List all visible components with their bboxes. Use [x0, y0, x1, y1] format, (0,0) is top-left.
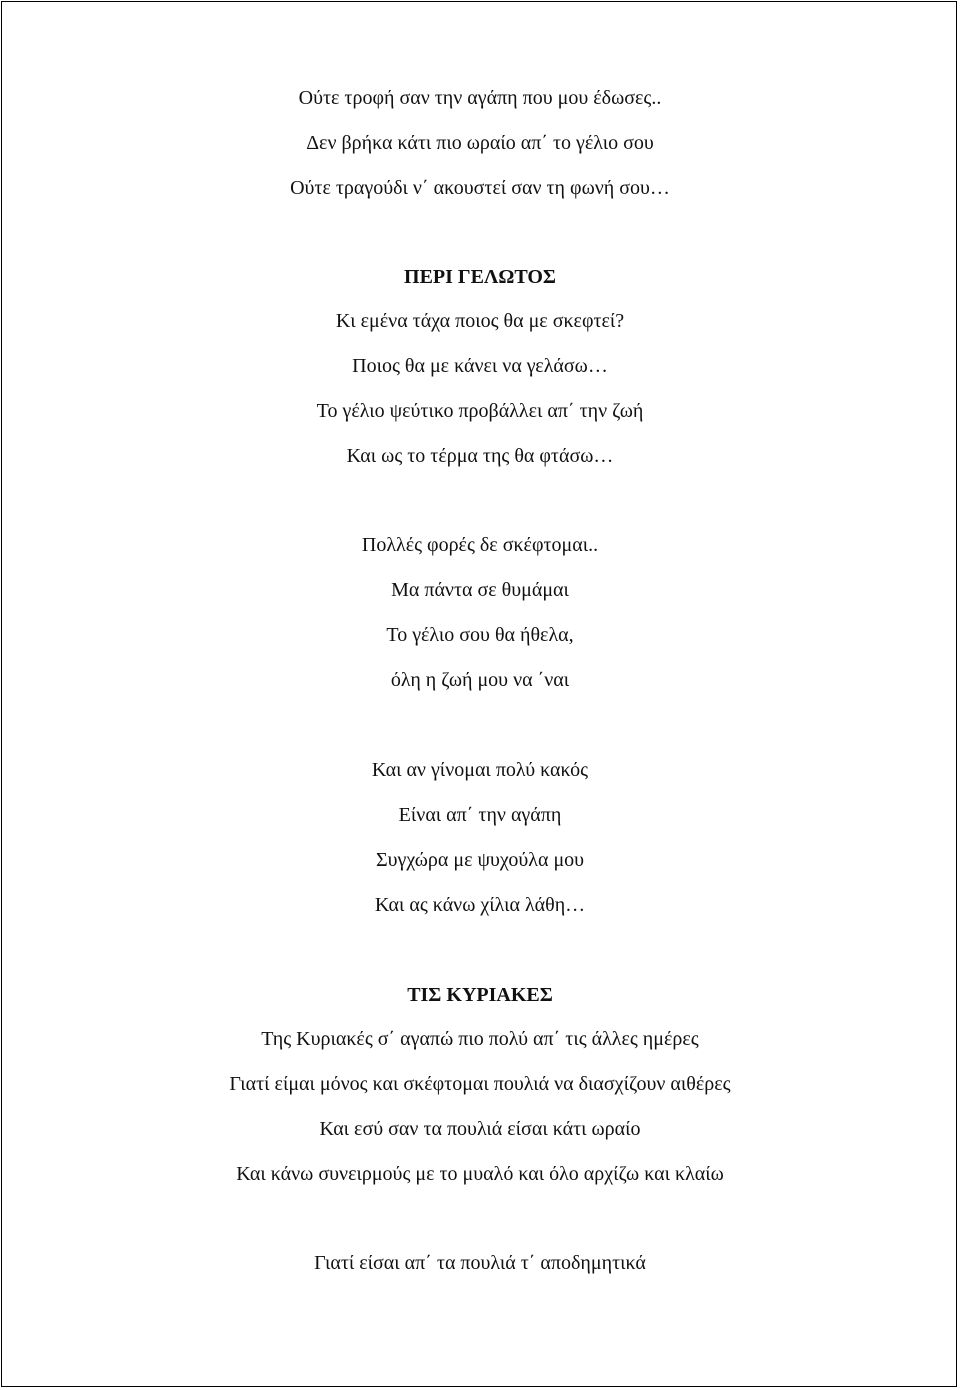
poem-line: Συγχώρα με ψυχούλα μου [375, 849, 585, 871]
poem-line: Μα πάντα σε θυμάμαι [391, 579, 569, 601]
poem-line: Της Κυριακές σ΄ αγαπώ πιο πολύ απ΄ τις άλλες ημέρες [261, 1028, 699, 1050]
poem-line: όλη η ζωή μου να ΄ναι [390, 669, 570, 691]
poem-line: Και κάνω συνειρμούς με το μυαλό και όλο αρχίζω και κλαίω [236, 1163, 724, 1185]
poem-title: ΠΕΡΙ ΓΕΛΩΤΟΣ [404, 266, 556, 288]
poem-line: Κι εμένα τάχα ποιος θα με σκεφτεί? [335, 310, 625, 332]
poem-line: Ποιος θα με κάνει να γελάσω… [352, 355, 608, 377]
poem-title: ΤΙΣ ΚΥΡΙΑΚΕΣ [407, 984, 553, 1006]
poem-line: Και ας κάνω χίλια λάθη… [374, 894, 586, 916]
poem-line: Ούτε τραγούδι ν΄ ακουστεί σαν τη φωνή σου… [290, 177, 670, 199]
poem-line: Γιατί είσαι απ΄ τα πουλιά τ΄ αποδημητικά [314, 1252, 646, 1274]
poem-line: Πολλές φορές δε σκέφτομαι.. [361, 534, 599, 556]
poem-line: Το γέλιο ψεύτικο προβάλλει απ΄ την ζωή [316, 400, 644, 422]
poem-line: Γιατί είμαι μόνος και σκέφτομαι πουλιά να διασχίζουν αιθέρες [229, 1073, 731, 1095]
poem-line: Και ως το τέρμα της θα φτάσω… [346, 445, 614, 467]
poem-line: Ούτε τροφή σαν την αγάπη που μου έδωσες.. [298, 87, 662, 109]
poem-line: Και αν γίνομαι πολύ κακός [371, 759, 589, 781]
poem-line: Δεν βρήκα κάτι πιο ωραίο απ΄ το γέλιο σου [306, 132, 654, 154]
poem-line: Είναι απ΄ την αγάπη [398, 804, 562, 826]
poem-line: Και εσύ σαν τα πουλιά είσαι κάτι ωραίο [319, 1118, 641, 1140]
poem-line: Το γέλιο σου θα ήθελα, [386, 624, 574, 646]
